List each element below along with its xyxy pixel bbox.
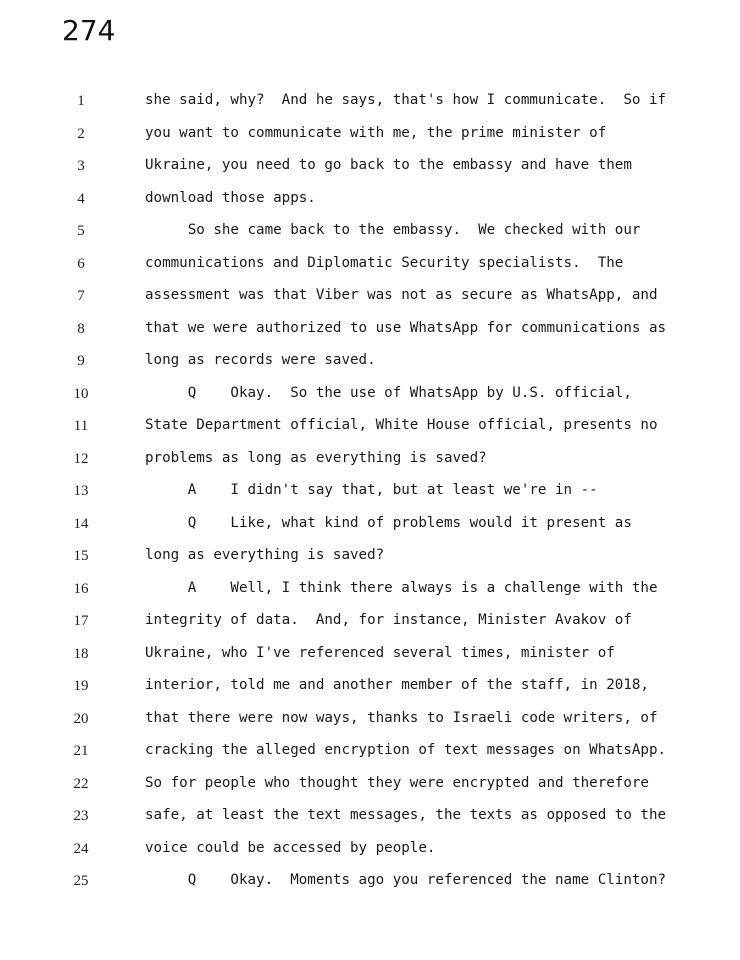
line-text: communications and Diplomatic Security specialists. The <box>145 254 624 271</box>
line-number: 13 <box>73 483 89 499</box>
line-number: 16 <box>73 580 89 597</box>
line-text: that there were now ways, thanks to Israeli code writers, of <box>145 709 658 726</box>
line-text: that we were authorized to use WhatsApp for communications as <box>145 319 667 336</box>
line-number: 4 <box>77 190 85 207</box>
page-number: 274 <box>62 14 116 47</box>
line-text: So she came back to the embassy. We checked with our <box>145 222 641 238</box>
transcript-line <box>0 443 740 476</box>
line-text: Q Okay. Moments ago you referenced the name Clinton? <box>145 872 667 888</box>
line-text: integrity of data. And, for instance, Minister Avakov of <box>145 612 632 628</box>
transcript-line <box>0 150 740 183</box>
line-text: interior, told me and another member of the staff, in 2018, <box>145 677 649 693</box>
line-number: 20 <box>73 710 89 727</box>
line-text: long as everything is saved? <box>145 547 385 563</box>
transcript-line <box>0 800 740 833</box>
transcript-body <box>0 85 740 898</box>
transcript-line <box>0 410 740 443</box>
line-text: A Well, I think there always is a challenge with the <box>145 579 658 596</box>
line-number: 22 <box>73 775 89 792</box>
transcript-line <box>0 540 740 573</box>
line-text: Q Like, what kind of problems would it present as <box>145 514 632 531</box>
transcript-line <box>0 768 740 801</box>
transcript-line <box>0 703 740 736</box>
transcript-line <box>0 865 740 898</box>
transcript-line <box>0 215 740 248</box>
transcript-line <box>0 573 740 606</box>
line-number: 1 <box>77 93 85 109</box>
transcript-line <box>0 475 740 508</box>
line-number: 17 <box>73 613 89 629</box>
line-number: 21 <box>73 743 89 759</box>
line-number: 14 <box>73 515 89 532</box>
line-number: 6 <box>77 255 85 272</box>
line-number: 12 <box>73 450 89 467</box>
line-text: you want to communicate with me, the prime minister of <box>145 124 607 141</box>
line-text: Ukraine, you need to go back to the embassy and have them <box>145 157 632 173</box>
line-text: So for people who thought they were encrypted and therefore <box>145 774 649 791</box>
transcript-line <box>0 85 740 118</box>
transcript-line <box>0 833 740 866</box>
line-number: 7 <box>77 288 85 304</box>
transcript-line <box>0 345 740 378</box>
line-number: 15 <box>73 548 89 564</box>
line-text: voice could be accessed by people. <box>145 839 436 856</box>
line-number: 23 <box>73 808 89 824</box>
transcript-line <box>0 118 740 151</box>
transcript-line <box>0 280 740 313</box>
line-number: 24 <box>73 840 89 857</box>
transcript-line <box>0 670 740 703</box>
line-number: 2 <box>77 125 85 142</box>
line-number: 3 <box>77 158 85 174</box>
transcript-line <box>0 183 740 216</box>
line-text: she said, why? And he says, that's how I communicate. So if <box>145 92 667 108</box>
line-number: 5 <box>77 223 85 239</box>
line-number: 18 <box>73 645 89 662</box>
transcript-line <box>0 735 740 768</box>
line-number: 25 <box>73 873 89 889</box>
line-text: safe, at least the text messages, the texts as opposed to the <box>145 807 667 823</box>
line-number: 19 <box>73 678 89 694</box>
line-text: long as records were saved. <box>145 352 376 368</box>
line-text: cracking the alleged encryption of text messages on WhatsApp. <box>145 742 667 758</box>
line-text: State Department official, White House official, presents no <box>145 417 658 433</box>
transcript-line <box>0 313 740 346</box>
line-text: problems as long as everything is saved? <box>145 449 487 466</box>
transcript-line <box>0 508 740 541</box>
transcript-line <box>0 605 740 638</box>
transcript-line <box>0 638 740 671</box>
line-number: 11 <box>73 418 89 434</box>
line-text: download those apps. <box>145 189 316 206</box>
line-text: Ukraine, who I've referenced several times, minister of <box>145 644 615 661</box>
line-text: Q Okay. So the use of WhatsApp by U.S. official, <box>145 384 632 401</box>
line-number: 10 <box>73 385 89 402</box>
line-text: A I didn't say that, but at least we're in -- <box>145 482 598 498</box>
line-number: 9 <box>77 353 85 369</box>
transcript-line <box>0 248 740 281</box>
line-number: 8 <box>77 320 85 337</box>
line-text: assessment was that Viber was not as secure as WhatsApp, and <box>145 287 658 303</box>
transcript-line <box>0 378 740 411</box>
